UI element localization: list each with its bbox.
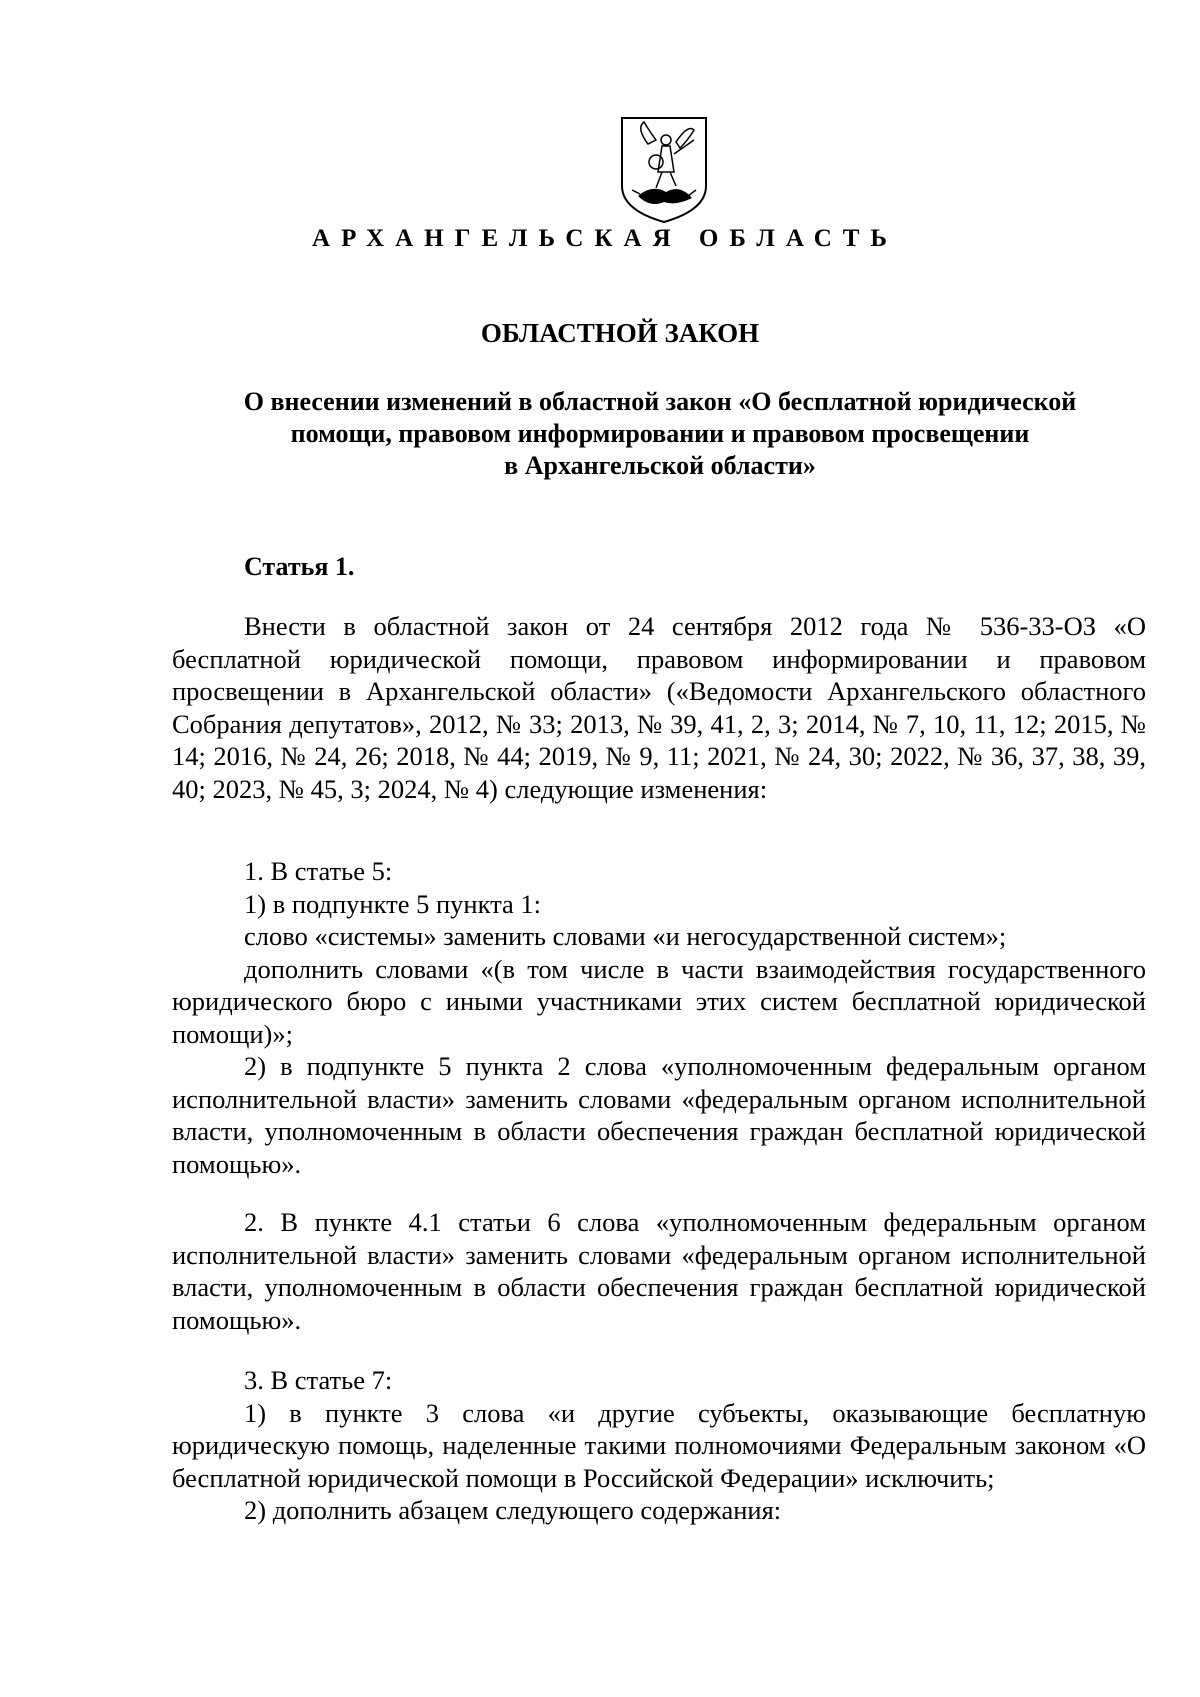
paragraph: 3. В статье 7: [244,1365,393,1395]
paragraph: 1) в пункте 3 слова «и другие субъекты, оказывающие бесплатную юридическую помощь, наделенные такими полномочиями Федеральным законом «О бесплатной юридической помощи в Российской Федерации» исключить; [172,1397,1146,1493]
section-2 [172,1206,1146,1336]
arkhangelsk-coat-of-arms-icon [618,114,710,226]
paragraph: 2) в подпункте 5 пункта 2 слова «уполномоченным федеральным органом исполнительной власти» заменить словами «федеральным органом исполнительной власти, уполномоченным в области обеспечения граждан бесплатной юридической помощью». [172,1051,1146,1179]
article-heading: Статья 1. [244,552,355,581]
law-title-line: в Архангельской области» [504,451,816,480]
section-3 [172,1364,1146,1527]
paragraph: слово «системы» заменить словами «и негосударственной систем»; [244,921,1007,951]
paragraph: 2. В пункте 4.1 статьи 6 слова «уполномоченным федеральным органом исполнительной власти» заменить словами «федеральным органом исполнительной власти, уполномоченным в области обеспечения граждан бесплатной юридической помощью». [172,1207,1146,1335]
law-type-heading: ОБЛАСТНОЙ ЗАКОН [480,318,760,348]
law-title-line: О внесении изменений в областной закон «О бесплатной юридической [243,387,1077,416]
paragraph: 1. В статье 5: [244,856,393,886]
region-name: АРХАНГЕЛЬСКАЯ ОБЛАСТЬ [312,225,898,252]
law-title [185,386,1135,482]
section-1 [172,855,1146,1180]
law-title-line: помощи, правовом информировании и правовом просвещении [290,419,1030,448]
paragraph: 1) в подпункте 5 пункта 1: [244,888,542,919]
paragraph: 2) дополнить абзацем следующего содержания: [244,1495,782,1525]
paragraph: дополнить словами «(в том числе в части взаимодействия государственного юридического бюро с иными участниками этих систем бесплатной юридической помощи)»; [172,953,1146,1049]
article-intro [172,610,1146,805]
intro-paragraph: Внести в областной закон от 24 сентября 2012 года № 536-33-ОЗ «О бесплатной юридической помощи, правовом информировании и правовом просвещении в Архангельской области» («Ведомости Архангельского областного Собрания депутатов», 2012, № 33; 2013, № 39, 41, 2, 3; 2014, № 7, 10, 11, 12; 2015, № 14; 2016, № 24, 26; 2018, № 44; 2019, № 9, 11; 2021, № 24, 30; 2022, № 36, 37, 38, 39, 40; 2023, № 45, 3; 2024, № 4) следующие изменения: [172,611,1146,804]
